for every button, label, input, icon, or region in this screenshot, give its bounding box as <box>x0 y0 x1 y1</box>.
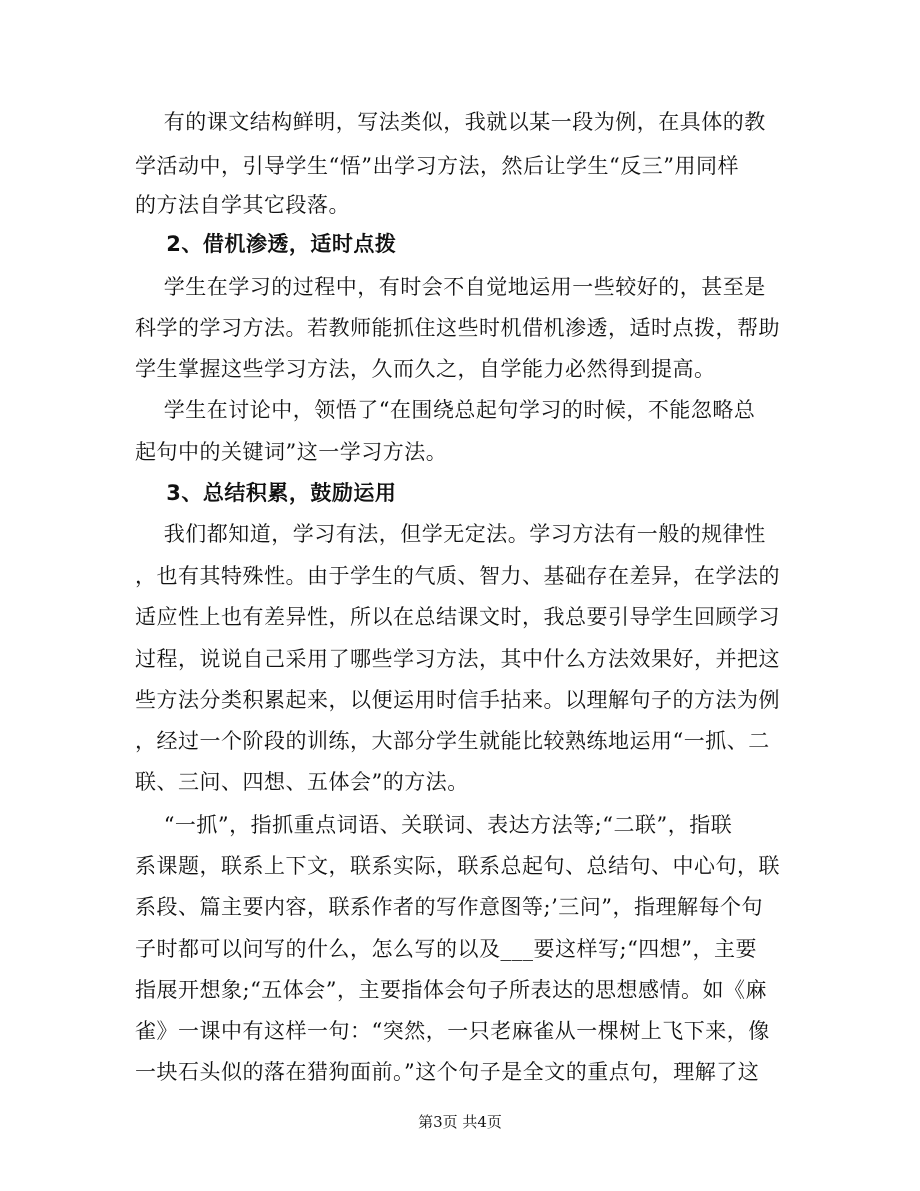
paragraph-line: 些方法分类积累起来，以便运用时信手拈来。以理解句子的方法为例 <box>135 688 780 712</box>
paragraph-line: 的方法自学其它段落。 <box>135 193 350 217</box>
paragraph-line: 适应性上也有差异性，所以在总结课文时，我总要引导学生回顾学习 <box>135 605 780 629</box>
paragraph-line: 指展开想象;“五体会”，主要指体会句子所表达的思想感情。如《麻 <box>135 978 768 1002</box>
paragraph-line: “一抓”，指抓重点词语、关联词、表达方法等;“二联”，指联 <box>135 813 733 837</box>
paragraph-line: 系课题，联系上下文，联系实际，联系总起句、总结句、中心句，联 <box>135 854 780 878</box>
paragraph-line: ，也有其特殊性。由于学生的气质、智力、基础存在差异，在学法的 <box>135 564 780 588</box>
paragraph-line: 一块石头似的落在猎狗面前。”这个句子是全文的重点句，理解了这 <box>135 1060 760 1084</box>
paragraph-line: 学生在学习的过程中，有时会不自觉地运用一些较好的，甚至是 <box>135 275 766 299</box>
section-heading: 3、总结积累，鼓励运用 <box>135 481 397 505</box>
section-heading: 2、借机渗透，适时点拨 <box>135 232 397 256</box>
paragraph-line: 学活动中，引导学生“悟”出学习方法，然后让学生“反三”用同样 <box>135 154 739 178</box>
page-number-footer: 第3页 共4页 <box>418 1113 502 1131</box>
paragraph-line: 联、三问、四想、五体会”的方法。 <box>135 770 469 794</box>
paragraph-line: 起句中的关键词”这一学习方法。 <box>135 440 448 464</box>
paragraph-line: 有的课文结构鲜明，写法类似，我就以某一段为例，在具体的教 <box>135 110 766 134</box>
paragraph-line: 系段、篇主要内容，联系作者的写作意图等;’三问”，指理解每个句 <box>135 895 763 919</box>
paragraph-line: ，经过一个阶段的训练，大部分学生就能比较熟练地运用“一抓、二 <box>135 729 770 753</box>
paragraph-line: 雀》一课中有这样一句：“突然，一只老麻雀从一棵树上飞下来，像 <box>135 1019 770 1043</box>
paragraph-line: 我们都知道，学习有法，但学无定法。学习方法有一般的规律性 <box>135 522 766 546</box>
paragraph-line: 科学的学习方法。若教师能抓住这些时机借机渗透，适时点拨，帮助 <box>135 316 780 340</box>
paragraph-line: 过程，说说自己采用了哪些学习方法，其中什么方法效果好，并把这 <box>135 647 780 671</box>
paragraph-line: 子时都可以问写的什么，怎么写的以及___要这样写;“四想”，主要 <box>135 937 758 961</box>
paragraph-line: 学生掌握这些学习方法，久而久之，自学能力必然得到提高。 <box>135 357 716 381</box>
paragraph-line: 学生在讨论中，领悟了“在围绕总起句学习的时候，不能忽略总 <box>135 398 756 422</box>
